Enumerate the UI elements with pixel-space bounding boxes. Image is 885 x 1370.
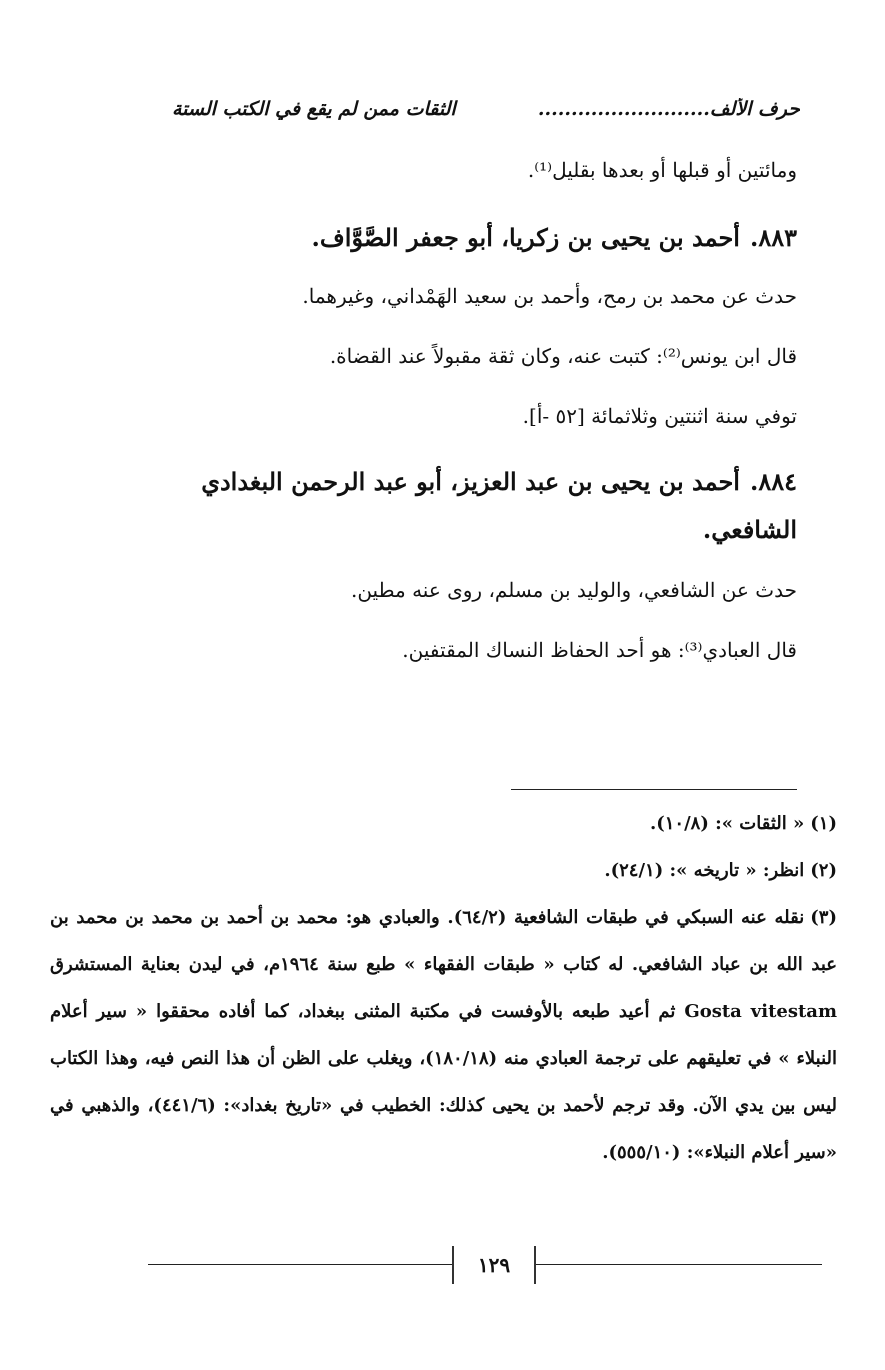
header-chapter: حرف الألف [709, 98, 800, 120]
entry-line: حدث عن الشافعي، والوليد بن مسلم، روى عنه مطين. [350, 578, 797, 602]
footnote [50, 800, 837, 847]
page-number: ١٢٩ [452, 1246, 536, 1284]
footnote [50, 847, 837, 894]
entry-line: توفي سنة اثنتين وثلاثمائة [٥٢ -أ]. [522, 404, 797, 428]
entry-number: ٨٨٤. [749, 467, 797, 496]
footnote-text: انظر: « تاريخه »: (٢٤/١). [604, 860, 805, 881]
header-book-title: الثقات ممن لم يقع في الكتب الستة [172, 98, 456, 120]
footnote [50, 894, 837, 1176]
entry-title: أحمد بن يحيى بن زكريا، أبو جعفر الصَّوَّاف. [311, 223, 740, 252]
entry-line: قال العبادي⁽³⁾: هو أحد الحفاظ النساك المقتفين. [402, 638, 797, 662]
footnote-marker: (٢) [810, 860, 837, 881]
footnote-text: « الثقات »: (١٠/٨). [649, 813, 805, 834]
entry-heading [140, 458, 797, 554]
continuation-line: ومائتين أو قبلها أو بعدها بقليل⁽¹⁾. [527, 158, 797, 182]
entry-title: أحمد بن يحيى بن عبد العزيز، أبو عبد الرحمن البغدادي الشافعي. [201, 467, 797, 544]
entry-heading [140, 214, 797, 262]
entry-line: حدث عن محمد بن رمح، وأحمد بن سعيد الهَمْداني، وغيرهما. [302, 284, 797, 308]
footnote-marker: (٣) [810, 907, 837, 928]
footnote-separator [511, 789, 797, 790]
header-dots: .......................... [537, 98, 710, 120]
footnote-marker: (١) [810, 813, 837, 834]
entry-line: قال ابن يونس⁽²⁾: كتبت عنه، وكان ثقة مقبولاً عند القضاة. [329, 344, 797, 368]
footnote-text: نقله عنه السبكي في طبقات الشافعية (٦٤/٢). والعبادي هو: محمد بن أحمد بن محمد بن محمد بن عبد الله بن عباد الشافعي. له كتاب « طبقات الفقهاء » طبع سنة ١٩٦٤م، في ليدن بعناية المستشرق Gosta vitestam ثم أعيد طبعه بالأوفست في مكتبة المثنى ببغداد، كما أفاده محققوا « سير أعلام النبلاء » في تعليقهم على ترجمة العبادي منه (١٨٠/١٨)، ويغلب على الظن أن هذا النص فيه، وهذا الكتاب ليس بين يدي الآن. وقد ترجم لأحمد بن يحيى كذلك: الخطيب في «تاريخ بغداد»: (٤٤١/٦)، والذهبي في «سير أعلام النبلاء»: (٥٥٥/١٠). [50, 907, 838, 1163]
running-header [172, 98, 800, 128]
entry-number: ٨٨٣. [749, 223, 797, 252]
